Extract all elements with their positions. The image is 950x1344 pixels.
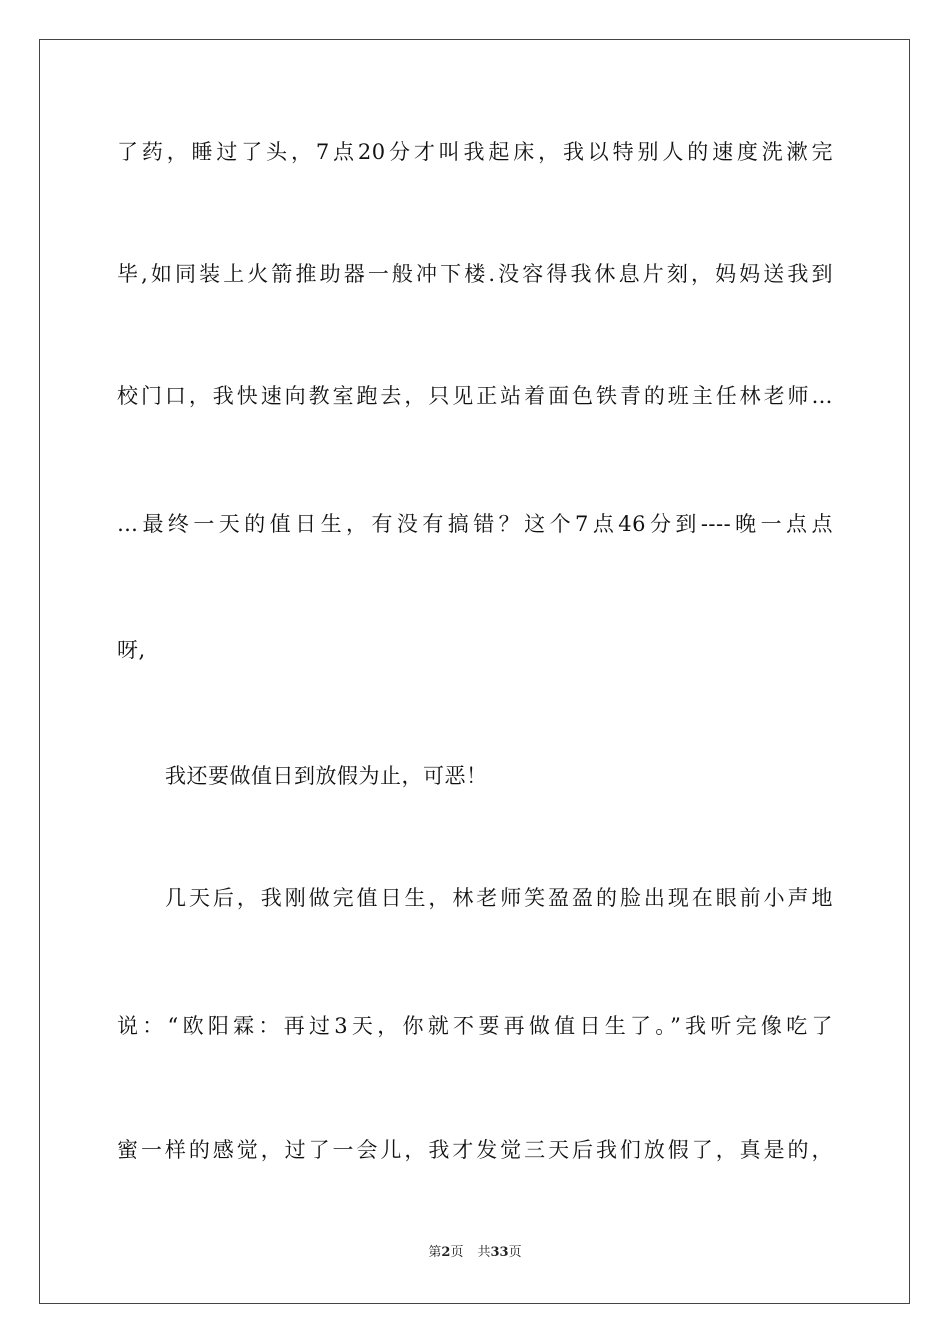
- page-prefix: 第: [428, 1245, 442, 1260]
- text-line-5: 呀,: [117, 638, 146, 662]
- total-prefix: 共: [477, 1245, 491, 1260]
- total-suffix: 页: [508, 1245, 522, 1260]
- text-line-3: 校门口，我快速向教室跑去，只见正站着面色铁青的班主任林老师…: [117, 384, 833, 408]
- paragraph-line-2: 几天后，我刚做完值日生，林老师笑盈盈的脸出现在眼前小声地: [165, 886, 833, 910]
- paragraph-line-1: 我还要做值日到放假为止，可恶！: [165, 764, 488, 788]
- page-border: [39, 39, 910, 1304]
- text-line-6: 说：“欧阳霖：再过3天，你就不要再做值日生了。”我听完像吃了: [117, 1014, 833, 1038]
- text-line-4: …最终一天的值日生，有没有搞错？这个7点46分到----晚一点点: [117, 512, 833, 536]
- text-line-7: 蜜一样的感觉，过了一会儿，我才发觉三天后我们放假了，真是的，: [117, 1138, 833, 1162]
- page-number: 2: [441, 1245, 451, 1260]
- text-line-2: 毕,如同装上火箭推助器一般冲下楼.没容得我休息片刻，妈妈送我到: [117, 262, 833, 286]
- page-footer: [0, 1244, 950, 1262]
- page-suffix: 页: [450, 1245, 464, 1260]
- text-line-1: 了药，睡过了头，7点20分才叫我起床，我以特别人的速度洗漱完: [117, 140, 833, 164]
- total-pages: 33: [490, 1245, 509, 1260]
